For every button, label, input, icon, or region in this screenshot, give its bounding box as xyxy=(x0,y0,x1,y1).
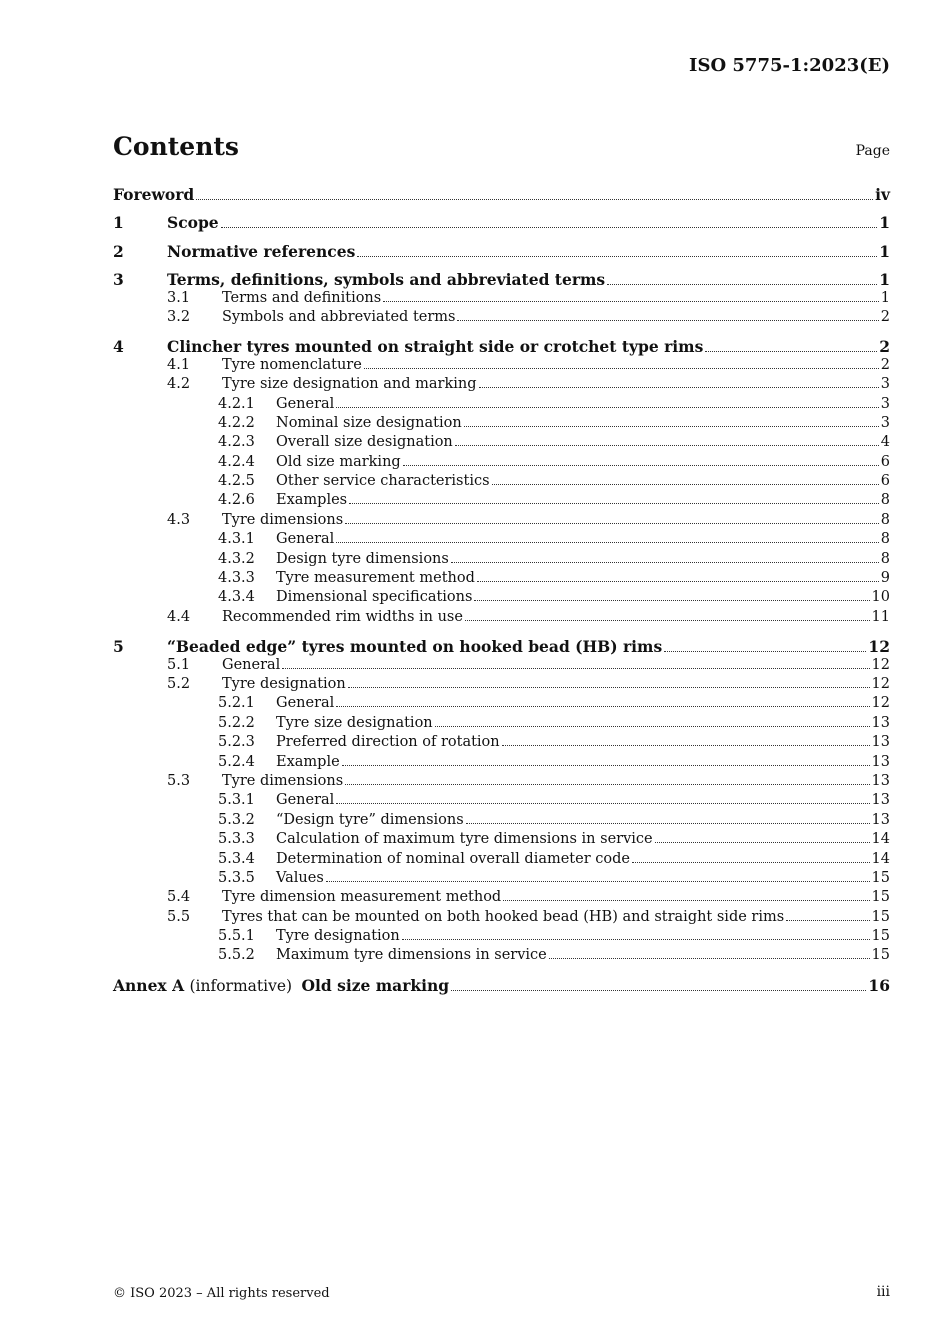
toc-entry-number: 4.1 xyxy=(167,356,191,373)
dot-leader xyxy=(477,581,879,582)
toc-entry-label: Normative references xyxy=(167,241,356,261)
toc-entry-section[interactable] xyxy=(113,909,890,928)
toc-entry-subsection[interactable] xyxy=(113,792,890,811)
toc-entry-page: 15 xyxy=(871,928,890,945)
toc-entry-page: 1 xyxy=(880,289,890,306)
toc-entry-label: Maximum tyre dimensions in service xyxy=(276,947,547,964)
toc-entry-number: 3.1 xyxy=(167,289,191,306)
toc-entry-number: 4.4 xyxy=(167,608,191,625)
toc-entry-number: 5.5 xyxy=(167,908,191,925)
toc-entry-chapter[interactable] xyxy=(113,270,890,289)
page-number: iii xyxy=(876,1284,890,1300)
toc-entry-page: 6 xyxy=(880,453,890,470)
toc-entry-subsection[interactable] xyxy=(113,695,890,714)
dot-leader xyxy=(492,484,879,485)
toc-entry-subsection[interactable] xyxy=(113,492,890,511)
toc-entry-number: 5.3.5 xyxy=(218,869,255,886)
toc-entry-subsection[interactable] xyxy=(113,870,890,889)
dot-leader xyxy=(326,881,870,882)
dot-leader xyxy=(349,503,879,504)
toc-entry-annex[interactable] xyxy=(113,976,890,995)
toc-entry-label: Overall size designation xyxy=(276,434,453,451)
toc-entry-page: 8 xyxy=(880,550,890,567)
toc-entry-section[interactable] xyxy=(113,657,890,676)
toc-entry-page: 12 xyxy=(871,675,890,692)
toc-entry-section[interactable] xyxy=(113,609,890,628)
toc-entry-page: 16 xyxy=(868,975,890,995)
toc-entry-label: General xyxy=(222,656,281,673)
toc-entry-page: 1 xyxy=(879,270,890,290)
dot-leader xyxy=(705,351,877,352)
toc-entry-number: 4.3.1 xyxy=(218,531,255,548)
toc-entry-page: 8 xyxy=(880,492,890,509)
toc-entry-page: 13 xyxy=(871,811,890,828)
toc-entry-label: General xyxy=(276,695,335,712)
toc-entry-page: 12 xyxy=(871,695,890,712)
toc-entry-label: Tyre measurement method xyxy=(276,570,475,587)
toc-entry-page: 3 xyxy=(880,414,890,431)
toc-entry-page: 15 xyxy=(871,889,890,906)
toc-entry-number: 4.3.2 xyxy=(218,550,255,567)
toc-entry-subsection[interactable] xyxy=(113,396,890,415)
toc-entry-number: 5.3.2 xyxy=(218,811,255,828)
toc-entry-page: 4 xyxy=(880,434,890,451)
dot-leader xyxy=(786,920,869,921)
toc-entry-label: Determination of nominal overall diameter code xyxy=(276,850,630,867)
dot-leader xyxy=(503,900,869,901)
toc-entry-label: Nominal size designation xyxy=(276,414,462,431)
toc-entry-subsection[interactable] xyxy=(113,831,890,850)
dot-leader xyxy=(383,301,879,302)
toc-entry-subsection[interactable] xyxy=(113,928,890,947)
toc-entry-label: General xyxy=(276,395,335,412)
toc-entry-subsection[interactable] xyxy=(113,570,890,589)
dot-leader xyxy=(336,803,869,804)
toc-entry-label: Tyre nomenclature xyxy=(222,356,362,373)
toc-entry-page: 15 xyxy=(871,908,890,925)
toc-entry-number: 4.2.3 xyxy=(218,434,255,451)
dot-leader xyxy=(403,465,879,466)
toc-entry-label: Symbols and abbreviated terms xyxy=(222,308,456,325)
table-of-contents xyxy=(113,185,890,995)
toc-entry-page: 1 xyxy=(879,213,890,233)
dot-leader xyxy=(451,562,879,563)
toc-entry-subsection[interactable] xyxy=(113,947,890,966)
toc-entry-page: 2 xyxy=(880,308,890,325)
toc-entry-number: 5.2.3 xyxy=(218,734,255,751)
toc-entry-subsection[interactable] xyxy=(113,851,890,870)
toc-entry-subsection[interactable] xyxy=(113,415,890,434)
toc-entry-label: Foreword xyxy=(113,185,195,204)
toc-entry-label: Recommended rim widths in use xyxy=(222,608,463,625)
dot-leader xyxy=(282,668,869,669)
toc-entry-label: Tyre size designation and marking xyxy=(222,376,477,393)
toc-entry-page: 13 xyxy=(871,753,890,770)
toc-entry-number: 5.2.2 xyxy=(218,714,255,731)
toc-entry-number: 4.3 xyxy=(167,511,191,528)
dot-leader xyxy=(664,651,866,652)
toc-entry-number: 5.5.1 xyxy=(218,928,255,945)
dot-leader xyxy=(348,687,870,688)
toc-entry-page: 11 xyxy=(871,608,890,625)
toc-entry-page: 1 xyxy=(879,241,890,261)
toc-entry-number: 5.2.1 xyxy=(218,695,255,712)
toc-entry-subsection[interactable] xyxy=(113,473,890,492)
toc-entry-page: 8 xyxy=(880,511,890,528)
toc-entry-chapter[interactable] xyxy=(113,337,890,356)
toc-entry-number: 4.2.4 xyxy=(218,453,255,470)
toc-entry-label: Example xyxy=(276,753,340,770)
toc-entry-chapter[interactable] xyxy=(113,637,890,656)
toc-entry-page: 3 xyxy=(880,376,890,393)
toc-entry-label: “Design tyre” dimensions xyxy=(276,811,464,828)
toc-entry-number: 4.2.5 xyxy=(218,473,255,490)
toc-entry-label: Preferred direction of rotation xyxy=(276,734,500,751)
dot-leader xyxy=(196,199,873,200)
dot-leader xyxy=(464,426,879,427)
toc-entry-page: 14 xyxy=(871,850,890,867)
toc-entry-label: Calculation of maximum tyre dimensions in service xyxy=(276,831,653,848)
toc-entry-section[interactable] xyxy=(113,290,890,309)
toc-entry-page: 2 xyxy=(880,356,890,373)
toc-entry-subsection[interactable] xyxy=(113,734,890,753)
toc-entry-label xyxy=(113,976,449,995)
page-column-label: Page xyxy=(855,143,890,159)
toc-entry-page: 8 xyxy=(880,531,890,548)
dot-leader xyxy=(474,600,869,601)
toc-entry-label: Tyre dimensions xyxy=(222,511,344,528)
dot-leader xyxy=(607,284,877,285)
dot-leader xyxy=(466,823,870,824)
toc-entry-page: 2 xyxy=(879,337,890,357)
toc-entry-number: 2 xyxy=(113,241,124,261)
toc-entry-label: General xyxy=(276,792,335,809)
toc-entry-number: 4.2.2 xyxy=(218,414,255,431)
toc-entry-number: 5.4 xyxy=(167,889,191,906)
toc-entry-chapter[interactable] xyxy=(113,242,890,261)
dot-leader xyxy=(465,620,870,621)
toc-entry-label: Scope xyxy=(167,213,219,233)
dot-leader xyxy=(357,256,877,257)
dot-leader xyxy=(502,745,870,746)
toc-entry-page: 14 xyxy=(871,831,890,848)
toc-entry-subsection[interactable] xyxy=(113,531,890,550)
toc-entry-subsection[interactable] xyxy=(113,454,890,473)
dot-leader xyxy=(549,958,870,959)
toc-entry-label: Design tyre dimensions xyxy=(276,550,449,567)
toc-entry-page: 13 xyxy=(871,792,890,809)
dot-leader xyxy=(655,842,870,843)
toc-entry-label: Tyre dimensions xyxy=(222,772,344,789)
dot-leader xyxy=(336,542,878,543)
toc-entry-number: 5.3.1 xyxy=(218,792,255,809)
toc-entry-number: 4.2.6 xyxy=(218,492,255,509)
annex-type: (informative) xyxy=(189,976,293,995)
toc-entry-number: 1 xyxy=(113,213,124,233)
toc-entry-number: 5 xyxy=(113,637,124,657)
toc-entry-section[interactable] xyxy=(113,376,890,395)
toc-entry-label: Tyres that can be mounted on both hooked bead (HB) and straight side rims xyxy=(222,908,785,925)
toc-entry-foreword[interactable] xyxy=(113,185,890,204)
toc-entry-section[interactable] xyxy=(113,676,890,695)
toc-entry-page: 9 xyxy=(880,570,890,587)
toc-entry-label: General xyxy=(276,531,335,548)
toc-entry-section[interactable] xyxy=(113,357,890,376)
toc-entry-page: 13 xyxy=(871,772,890,789)
toc-entry-number: 5.2 xyxy=(167,675,191,692)
dot-leader xyxy=(336,407,878,408)
toc-entry-number: 4.2 xyxy=(167,376,191,393)
toc-entry-number: 4.2.1 xyxy=(218,395,255,412)
toc-entry-number: 4.3.3 xyxy=(218,570,255,587)
toc-entry-label: Tyre dimension measurement method xyxy=(222,889,502,906)
dot-leader xyxy=(632,862,870,863)
dot-leader xyxy=(479,387,879,388)
toc-entry-label: Values xyxy=(276,869,324,886)
dot-leader xyxy=(435,726,870,727)
toc-entry-label: Clincher tyres mounted on straight side or crotchet type rims xyxy=(167,337,704,357)
standard-id: ISO 5775-1:2023(E) xyxy=(689,55,890,76)
toc-entry-label: Tyre designation xyxy=(222,675,346,692)
toc-entry-label: Other service characteristics xyxy=(276,473,490,490)
dot-leader xyxy=(336,706,869,707)
dot-leader xyxy=(402,939,870,940)
toc-entry-subsection[interactable] xyxy=(113,589,890,608)
dot-leader xyxy=(342,765,870,766)
toc-entry-label: Terms, definitions, symbols and abbreviated terms xyxy=(167,270,606,290)
toc-entry-label: “Beaded edge” tyres mounted on hooked bead (HB) rims xyxy=(167,637,663,657)
toc-entry-chapter[interactable] xyxy=(113,213,890,232)
toc-entry-number: 4 xyxy=(113,337,124,357)
dot-leader xyxy=(457,320,878,321)
toc-entry-page: 3 xyxy=(880,395,890,412)
toc-entry-page: 10 xyxy=(871,589,890,606)
toc-entry-page: 12 xyxy=(868,637,890,657)
toc-entry-number: 5.3.3 xyxy=(218,831,255,848)
toc-entry-number: 3.2 xyxy=(167,308,191,325)
toc-entry-label: Tyre size designation xyxy=(276,714,433,731)
dot-leader xyxy=(345,523,879,524)
toc-entry-number: 5.3 xyxy=(167,772,191,789)
dot-leader xyxy=(451,990,866,991)
toc-entry-page: 13 xyxy=(871,734,890,751)
annex-title: Old size marking xyxy=(301,975,450,995)
toc-entry-number: 4.3.4 xyxy=(218,589,255,606)
toc-entry-section[interactable] xyxy=(113,309,890,328)
toc-entry-page: 12 xyxy=(871,656,890,673)
toc-entry-page: 15 xyxy=(871,947,890,964)
toc-entry-number: 5.1 xyxy=(167,656,191,673)
toc-entry-label: Dimensional specifications xyxy=(276,589,473,606)
page-title: Contents xyxy=(113,132,240,161)
dot-leader xyxy=(455,445,879,446)
toc-entry-subsection[interactable] xyxy=(113,812,890,831)
toc-entry-number: 5.5.2 xyxy=(218,947,255,964)
toc-entry-label: Tyre designation xyxy=(276,928,400,945)
toc-entry-label: Old size marking xyxy=(276,453,401,470)
toc-entry-subsection[interactable] xyxy=(113,715,890,734)
toc-entry-subsection[interactable] xyxy=(113,551,890,570)
toc-entry-number: 3 xyxy=(113,270,124,290)
annex-prefix: Annex A xyxy=(113,975,185,995)
toc-entry-page: 15 xyxy=(871,869,890,886)
dot-leader xyxy=(221,227,878,228)
toc-entry-page: 6 xyxy=(880,473,890,490)
dot-leader xyxy=(364,368,879,369)
toc-entry-subsection[interactable] xyxy=(113,754,890,773)
toc-entry-page: 13 xyxy=(871,714,890,731)
toc-entry-page: iv xyxy=(875,185,890,204)
toc-entry-number: 5.2.4 xyxy=(218,753,255,770)
toc-entry-section[interactable] xyxy=(113,512,890,531)
toc-entry-section[interactable] xyxy=(113,889,890,908)
dot-leader xyxy=(345,784,869,785)
toc-entry-subsection[interactable] xyxy=(113,434,890,453)
toc-entry-label: Terms and definitions xyxy=(222,289,382,306)
toc-entry-label: Examples xyxy=(276,492,348,509)
toc-entry-number: 5.3.4 xyxy=(218,850,255,867)
toc-entry-section[interactable] xyxy=(113,773,890,792)
copyright-notice: © ISO 2023 – All rights reserved xyxy=(113,1286,330,1301)
